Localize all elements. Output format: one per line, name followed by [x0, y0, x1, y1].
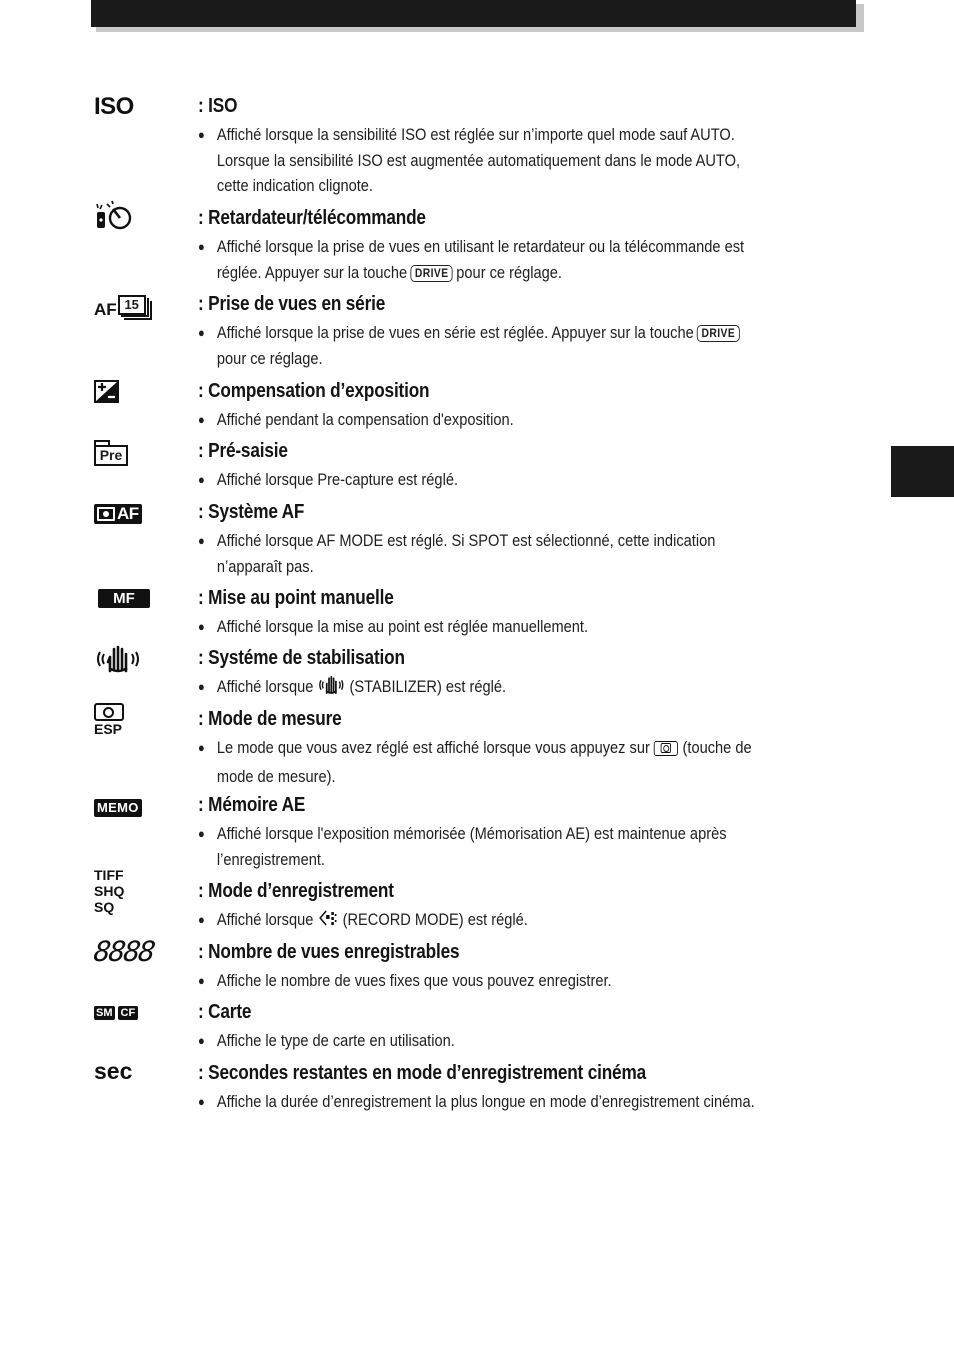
iso-icon: ISO — [94, 93, 134, 120]
entry-description: ● Affiché lorsque la sensibilité ISO est réglée sur n’importe quel mode sauf AUTO. Lorsque la sensibilité ISO est augmentée automatiquement dans le mode AUTO, cette indication clignote. — [198, 125, 741, 195]
pre-capture-icon: Pre — [94, 440, 128, 474]
entry-description: ● Affiché lorsque Pre-capture est réglé. — [198, 470, 459, 489]
entry-title: : Système AF — [198, 501, 305, 523]
entry-title: : ISO — [198, 95, 238, 117]
af-system-icon: AF — [94, 504, 142, 538]
drive-button-icon: DRIVE — [411, 265, 453, 282]
entry-description: ● Affiché lorsque la prise de vues en série est réglée. Appuyer sur la touche DRIVE pour ce réglage. — [198, 320, 852, 371]
frame-counter-icon: 8888 — [91, 935, 156, 968]
metering-button-icon — [654, 738, 678, 764]
entry-description: ● Affiché lorsque l'exposition mémorisée (Mémorisation AE) est maintenue après l’enregistrement. — [198, 824, 727, 869]
entry-description: ● Affiche le type de carte en utilisation. — [198, 1031, 455, 1050]
entry-description: ● Affiché lorsque la mise au point est réglée manuellement. — [198, 617, 589, 636]
entry-description: ● Le mode que vous avez réglé est affiché lorsque vous appuyez sur (touche de mode de mesure). — [198, 738, 752, 786]
card-icon: SM CF — [94, 1006, 138, 1040]
entry-title: : Mise au point manuelle — [198, 587, 394, 609]
entry-description: ● Affiché pendant la compensation d'exposition. — [198, 410, 514, 429]
seconds-icon: sec — [94, 1058, 133, 1084]
entry-description: ● Affiché lorsque AF MODE est réglé. Si SPOT est sélectionné, cette indication n’apparaît pas. — [198, 531, 716, 576]
entry-title: : Pré-saisie — [198, 440, 288, 462]
entry-title: : Prise de vues en série — [198, 293, 386, 315]
entry-title: : Retardateur/télécommande — [198, 207, 426, 229]
manual-focus-icon: MF — [98, 589, 150, 623]
metering-esp-icon: ESP — [94, 703, 124, 737]
entry-description: ● Affiché lorsque (RECORD MODE) est réglé. — [198, 907, 852, 936]
entry-title: : Mémoire AE — [198, 794, 306, 816]
stabilizer-icon — [318, 675, 346, 703]
record-mode-icon: TIFF SHQ SQ — [94, 867, 125, 915]
entry-title: : Nombre de vues enregistrables — [198, 941, 460, 963]
entry-description: ● Affiché lorsque la prise de vues en utilisant le retardateur ou la télécommande est réglée. Appuyer sur la touche DRIVE pour ce réglage. — [198, 237, 745, 282]
memo-icon: MEMO — [94, 799, 142, 833]
entry-title: : Mode d’enregistrement — [198, 880, 394, 902]
exposure-compensation-icon — [94, 380, 120, 414]
entry-description: ● Affiché lorsque (STABILIZER) est réglé. — [198, 674, 852, 703]
drive-button-icon: DRIVE — [697, 325, 739, 342]
entry-title: : Systéme de stabilisation — [198, 647, 405, 669]
entry-title: : Secondes restantes en mode d’enregistrement cinéma — [198, 1062, 646, 1084]
stabilizer-icon — [94, 644, 142, 678]
record-mode-menu-icon — [318, 908, 339, 936]
entry-title: : Compensation d’exposition — [198, 380, 430, 402]
sequential-shooting-icon: AF 15 — [94, 295, 154, 329]
entry-title: : Mode de mesure — [198, 708, 342, 730]
entry-title: : Carte — [198, 1001, 252, 1023]
self-timer-remote-icon — [94, 200, 138, 234]
entry-description: ● Affiche la durée d’enregistrement la plus longue en mode d’enregistrement cinéma. — [198, 1092, 755, 1111]
entry-description: ● Affiche le nombre de vues fixes que vous pouvez enregistrer. — [198, 971, 612, 990]
